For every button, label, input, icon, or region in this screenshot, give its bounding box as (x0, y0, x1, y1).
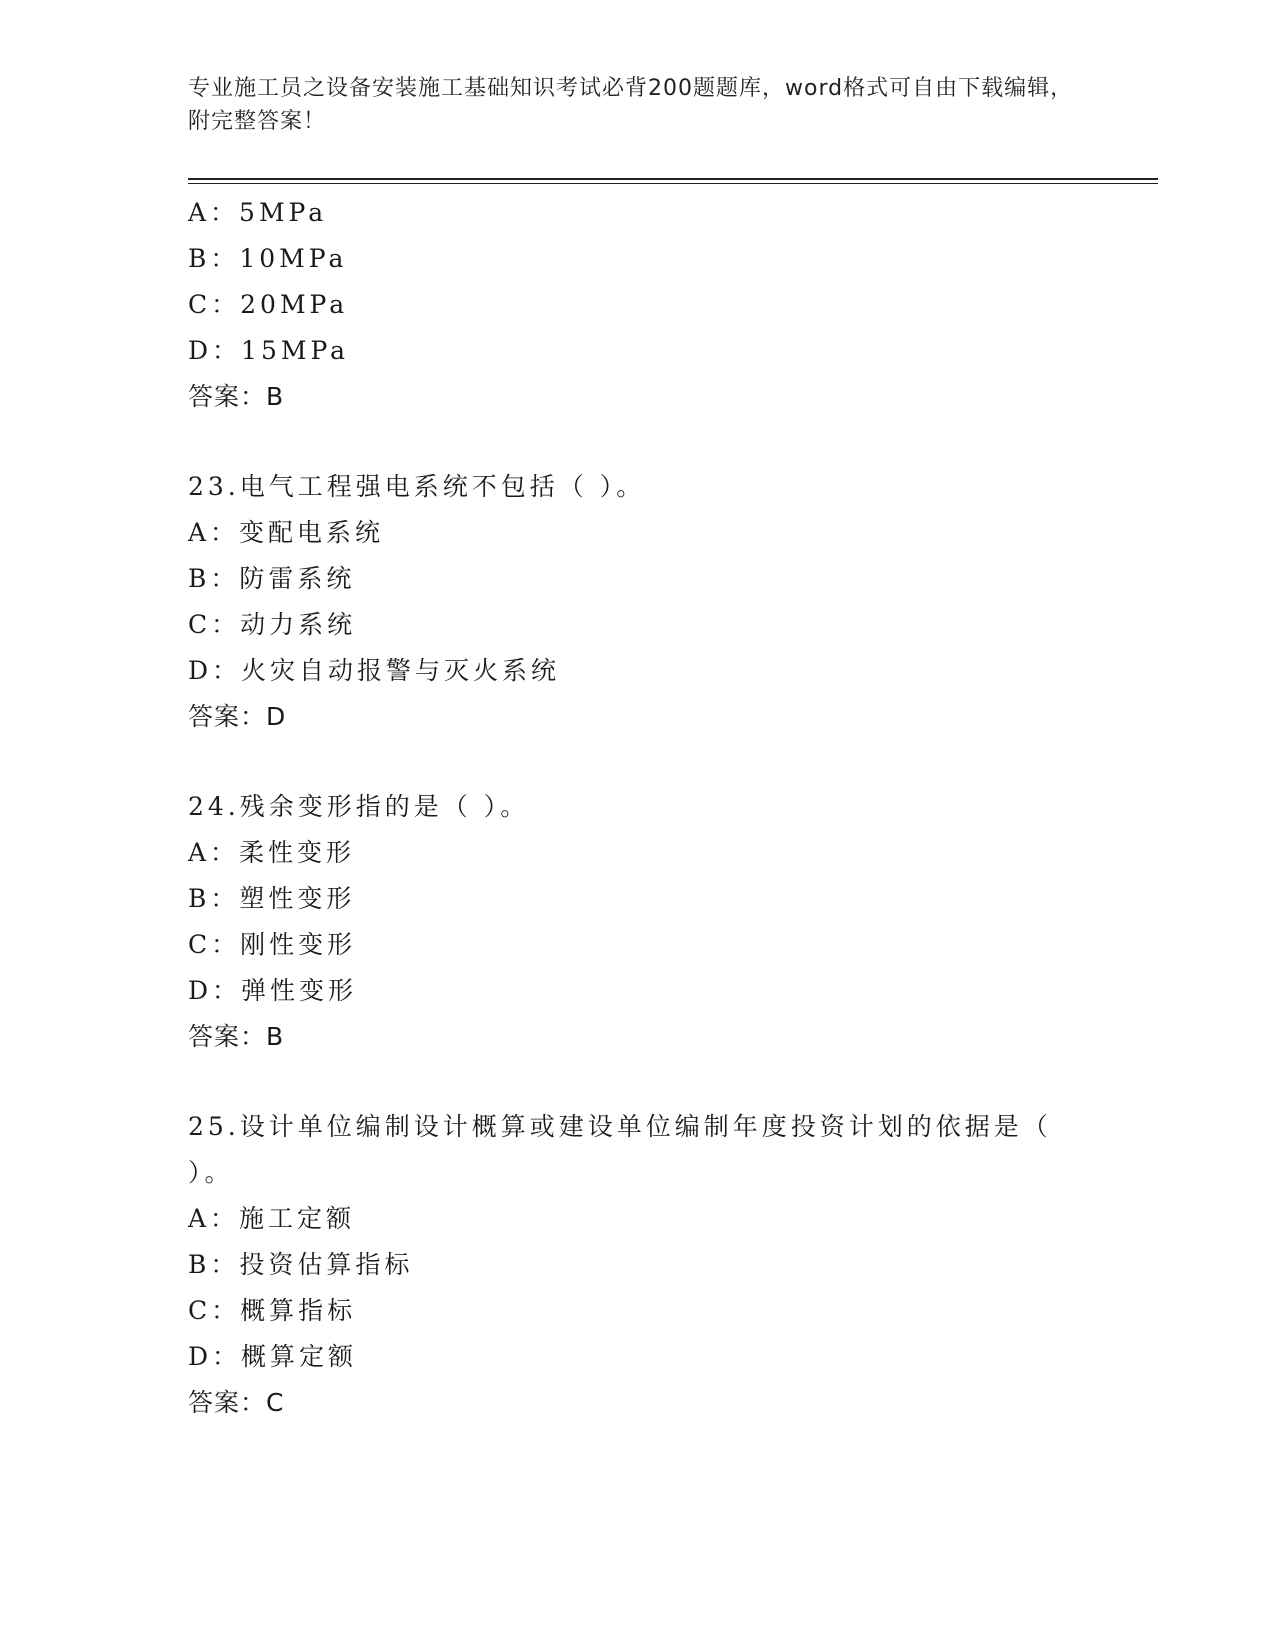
option-c: C：刚性变形 (188, 930, 357, 959)
option-b: B：投资估算指标 (188, 1250, 414, 1279)
header-title: 专业施工员之设备安装施工基础知识考试必背200题题库，word格式可自由下载编辑，附完整答案！ (188, 76, 1074, 134)
option-d: D：弹性变形 (188, 976, 358, 1005)
header-divider (188, 178, 1158, 180)
question-block-25 (188, 1104, 1088, 1426)
option-c: C：20MPa (188, 290, 349, 319)
question-list (188, 190, 1088, 1426)
document-header (188, 72, 1088, 138)
option-d: D：火灾自动报警与灭火系统 (188, 656, 561, 685)
answer: 答案：B (188, 382, 285, 411)
option-b: B：塑性变形 (188, 884, 356, 913)
option-d: D：概算定额 (188, 1342, 358, 1371)
question-text-line-2: ）。 (188, 1158, 234, 1187)
question-text: 23.电气工程强电系统不包括（ ）。 (188, 472, 646, 501)
option-a: A：变配电系统 (188, 518, 385, 547)
option-b: B：10MPa (188, 244, 348, 273)
option-a: A：5MPa (188, 198, 328, 227)
answer: 答案：D (188, 702, 287, 731)
header-divider-thin (188, 183, 1158, 184)
option-c: C：动力系统 (188, 610, 357, 639)
question-block-24 (188, 784, 1088, 1060)
answer: 答案：B (188, 1022, 285, 1051)
option-a: A：施工定额 (188, 1204, 356, 1233)
question-block-23 (188, 464, 1088, 740)
option-c: C：概算指标 (188, 1296, 357, 1325)
question-block-22 (188, 190, 1088, 420)
question-text: 24.残余变形指的是（ ）。 (188, 792, 530, 821)
question-text-line-1: 25.设计单位编制设计概算或建设单位编制年度投资计划的依据是（ (188, 1112, 1052, 1141)
option-d: D：15MPa (188, 336, 350, 365)
answer: 答案：C (188, 1388, 285, 1417)
option-b: B：防雷系统 (188, 564, 356, 593)
option-a: A：柔性变形 (188, 838, 356, 867)
